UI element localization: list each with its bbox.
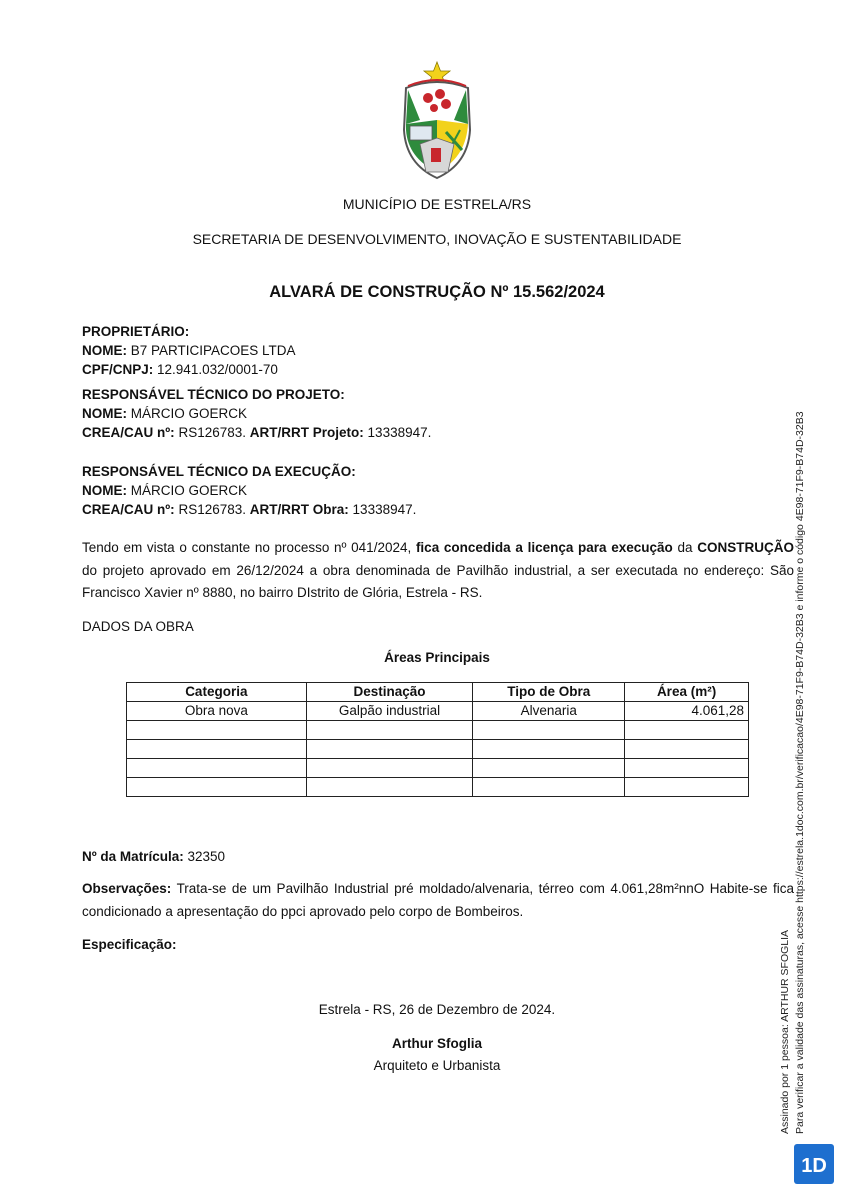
work-type-cell bbox=[473, 740, 625, 759]
owner-name-label: NOME: bbox=[82, 343, 127, 358]
signer-role: Arquiteto e Urbanista bbox=[373, 1058, 501, 1073]
areas-table bbox=[126, 682, 749, 797]
execution-technician-section bbox=[82, 462, 794, 519]
project-art-label: ART/RRT Projeto: bbox=[249, 425, 364, 440]
coat-of-arms-logo bbox=[398, 60, 476, 182]
project-art: 13338947. bbox=[367, 425, 432, 440]
column-header: Área (m²) bbox=[625, 683, 749, 702]
execution-technician-name: MÁRCIO GOERCK bbox=[130, 483, 248, 498]
project-crea: RS126783. bbox=[178, 425, 247, 440]
destination-cell bbox=[306, 721, 473, 740]
work-type-cell bbox=[473, 778, 625, 797]
specification-label: Especificação: bbox=[82, 937, 177, 952]
owner-cpf: 12.941.032/0001-70 bbox=[157, 362, 278, 377]
project-technician-name: MÁRCIO GOERCK bbox=[130, 406, 248, 421]
table-row bbox=[127, 702, 749, 721]
work-type-cell: Alvenaria bbox=[473, 702, 625, 721]
destination-cell bbox=[306, 778, 473, 797]
execution-crea-label: CREA/CAU nº: bbox=[82, 502, 175, 517]
observations-label: Observações: bbox=[82, 881, 172, 896]
project-technician-heading: RESPONSÁVEL TÉCNICO DO PROJETO: bbox=[82, 387, 345, 402]
project-crea-label: CREA/CAU nº: bbox=[82, 425, 175, 440]
owner-cpf-label: CPF/CNPJ: bbox=[82, 362, 154, 377]
column-header: Tipo de Obra bbox=[473, 683, 625, 702]
execution-technician-name-line bbox=[82, 481, 794, 500]
table-row bbox=[127, 759, 749, 778]
execution-art: 13338947. bbox=[352, 502, 417, 517]
signature-stamp-line-2: Para verificar a validade das assinaturas, acesse https://estrela.1doc.com.br/verificacao/4E98-71F9-B74D-32B3 e informe o código 4E98-71F9-B74D-32B3 bbox=[794, 411, 806, 1134]
work-type-cell bbox=[473, 759, 625, 778]
department-heading: SECRETARIA DE DESENVOLVIMENTO, INOVAÇÃO E SUSTENTABILIDADE bbox=[192, 231, 682, 247]
destination-cell bbox=[306, 740, 473, 759]
area-cell bbox=[625, 721, 749, 740]
execution-technician-name-label: NOME: bbox=[82, 483, 127, 498]
areas-table-header-row bbox=[127, 683, 749, 702]
project-technician-section bbox=[82, 385, 794, 442]
owner-cpf-line bbox=[82, 360, 794, 379]
project-technician-name-line bbox=[82, 404, 794, 423]
project-technician-crea-line bbox=[82, 423, 794, 442]
owner-section bbox=[82, 322, 794, 379]
document-title: ALVARÁ DE CONSTRUÇÃO Nº 15.562/2024 bbox=[269, 283, 605, 301]
owner-name-line bbox=[82, 341, 794, 360]
registration-number: 32350 bbox=[187, 849, 226, 864]
registration-line bbox=[82, 847, 794, 866]
area-cell: 4.061,28 bbox=[625, 702, 749, 721]
destination-cell: Galpão industrial bbox=[306, 702, 473, 721]
signature-stamp-line-1: Assinado por 1 pessoa: ARTHUR SFOGLIA bbox=[779, 929, 791, 1134]
owner-heading: PROPRIETÁRIO: bbox=[82, 324, 190, 339]
paragraph-part-5: do projeto aprovado em 26/12/2024 a obra denominada de Pavilhão industrial, a ser executada no endereço: São Francisco Xavier nº 8880, no bairro DIstrito de Glória, Estrela - RS. bbox=[82, 562, 794, 600]
table-row bbox=[127, 778, 749, 797]
place-and-date: Estrela - RS, 26 de Dezembro de 2024. bbox=[318, 1002, 556, 1017]
owner-name: B7 PARTICIPACOES LTDA bbox=[130, 343, 296, 358]
license-paragraph bbox=[82, 537, 794, 605]
paragraph-part-1: Tendo em vista o constante no processo nº 041/2024, bbox=[82, 540, 416, 555]
digital-signature-stamp bbox=[778, 374, 808, 1134]
area-cell bbox=[625, 778, 749, 797]
paragraph-license-granted: fica concedida a licença para execução bbox=[415, 540, 673, 555]
execution-technician-crea-line bbox=[82, 500, 794, 519]
work-type-cell bbox=[473, 721, 625, 740]
signer-name: Arthur Sfoglia bbox=[392, 1036, 482, 1051]
table-row bbox=[127, 740, 749, 759]
observations-text: Trata-se de um Pavilhão Industrial pré moldado/alvenaria, térreo com 4.061,28m²nnO Habite-se fica condicionado a apresentação do ppci aprovado pelo corpo de Bombeiros. bbox=[82, 881, 794, 919]
paragraph-construction: CONSTRUÇÃO bbox=[697, 540, 794, 555]
observations bbox=[82, 878, 794, 923]
1doc-logo-icon bbox=[794, 1144, 834, 1184]
category-cell bbox=[127, 721, 307, 740]
destination-cell bbox=[306, 759, 473, 778]
execution-technician-heading: RESPONSÁVEL TÉCNICO DA EXECUÇÃO: bbox=[82, 464, 356, 479]
area-cell bbox=[625, 740, 749, 759]
execution-crea: RS126783. bbox=[178, 502, 247, 517]
project-technician-name-label: NOME: bbox=[82, 406, 127, 421]
column-header: Categoria bbox=[127, 683, 307, 702]
specification bbox=[82, 935, 794, 954]
category-cell bbox=[127, 759, 307, 778]
badge-label: 1D bbox=[801, 1155, 827, 1177]
work-data-heading: DADOS DA OBRA bbox=[82, 619, 194, 634]
areas-table-title: Áreas Principais bbox=[384, 650, 490, 665]
category-cell bbox=[127, 740, 307, 759]
execution-art-label: ART/RRT Obra: bbox=[249, 502, 349, 517]
municipality-heading: MUNICÍPIO DE ESTRELA/RS bbox=[342, 196, 532, 212]
paragraph-part-3: da bbox=[672, 540, 698, 555]
category-cell: Obra nova bbox=[127, 702, 307, 721]
registration-label: Nº da Matrícula: bbox=[82, 849, 184, 864]
category-cell bbox=[127, 778, 307, 797]
area-cell bbox=[625, 759, 749, 778]
column-header: Destinação bbox=[306, 683, 473, 702]
table-row bbox=[127, 721, 749, 740]
